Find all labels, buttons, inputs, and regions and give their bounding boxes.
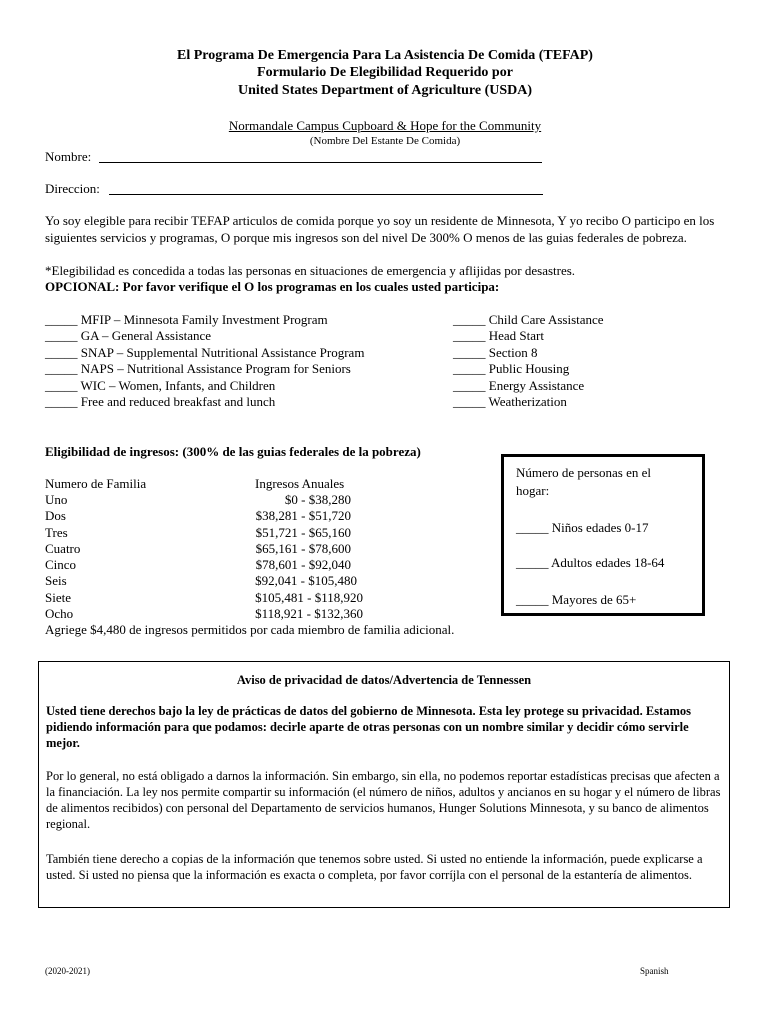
income-family-6: Seis	[45, 573, 67, 588]
program-ga[interactable]: _____ GA – General Assistance	[45, 328, 212, 343]
household-seniors-field[interactable]: _____ Mayores de 65+	[516, 592, 637, 607]
privacy-sharing-paragraph: Por lo general, no está obligado a darnos la información. Sin embargo, sin ella, no podemos reportar estadísticas precisas que afecten a la financiación. La ley nos permite compartir su información (el número de niños, adultos y ancianos en su hogar y el número de libras de alimentos recibidos) con personal del Departamento de servicios humanos, Hunger Solutions Minnesota, y su banco de alimentos regional.	[46, 769, 721, 831]
income-range-7: $105,481 - $118,920	[255, 590, 363, 605]
household-adults-field[interactable]: _____ Adultos edades 18-64	[516, 555, 665, 570]
eligibility-statement: Yo soy elegible para recibir TEFAP articulos de comida porque yo soy un residente de Minnesota, Y yo recibo O participo en los siguientes servicios y programas, O porque mis ingresos son del nivel De 300% O menos de las guias federales de pobreza.	[45, 213, 715, 245]
income-family-3: Tres	[45, 525, 68, 540]
income-family-4: Cuatro	[45, 541, 81, 556]
program-child-care[interactable]: _____ Child Care Assistance	[453, 312, 604, 327]
income-range-6: $92,041 - $105,480	[255, 573, 357, 588]
household-children-field[interactable]: _____ Niños edades 0-17	[516, 520, 649, 535]
income-range-4: $65,161 - $78,600	[255, 541, 351, 556]
program-snap[interactable]: _____ SNAP – Supplemental Nutritional Assistance Program	[45, 345, 365, 360]
form-title-line1: El Programa De Emergencia Para La Asistencia De Comida (TEFAP)	[177, 48, 593, 63]
income-additional-note: Agriege $4,480 de ingresos permitidos por cada miembro de familia adicional.	[45, 622, 455, 637]
privacy-heading: Aviso de privacidad de datos/Advertencia de Tennessen	[236, 673, 532, 687]
program-head-start[interactable]: _____ Head Start	[453, 328, 544, 343]
income-col-income: Ingresos Anuales	[255, 476, 345, 491]
income-family-5: Cinco	[45, 557, 77, 572]
privacy-rights-paragraph: Usted tiene derechos bajo la ley de prácticas de datos del gobierno de Minnesota. Esta ley protege su privacidad. Estamos pidiendo información para que podamos: decirle aparte de otras personas con un nombre similar y decidir cómo servirle mejor.	[46, 704, 692, 750]
program-naps[interactable]: _____ NAPS – Nutritional Assistance Program for Seniors	[45, 361, 351, 376]
income-heading: Eligibilidad de ingresos: (300% de las guias federales de la pobreza)	[45, 444, 421, 459]
nombre-label: Nombre:	[45, 149, 92, 164]
income-range-5: $78,601 - $92,040	[255, 557, 351, 572]
household-box	[501, 454, 705, 616]
emergency-note: *Elegibilidad es concedida a todas las personas en situaciones de emergencia y aflijidas por desastres.	[45, 263, 576, 278]
income-family-7: Siete	[45, 590, 71, 605]
optional-heading: OPCIONAL: Por favor verifique el O los programas en los cuales usted participa:	[45, 279, 500, 294]
form-title-line2: Formulario De Elegibilidad Requerido por	[257, 65, 513, 80]
program-weatherization[interactable]: _____ Weatherization	[453, 394, 567, 409]
pantry-caption: (Nombre Del Estante De Comida)	[309, 135, 461, 147]
form-title-line3: United States Department of Agriculture (USDA)	[237, 83, 533, 98]
direccion-field[interactable]	[109, 194, 543, 195]
income-range-1: $0 - $38,280	[284, 492, 351, 507]
program-energy-assistance[interactable]: _____ Energy Assistance	[453, 378, 585, 393]
program-wic[interactable]: _____ WIC – Women, Infants, and Children	[45, 378, 276, 393]
program-free-lunch[interactable]: _____ Free and reduced breakfast and lunch	[45, 394, 276, 409]
income-col-family: Numero de Familia	[45, 476, 147, 491]
pantry-name: Normandale Campus Cupboard & Hope for the Community	[228, 118, 542, 133]
income-family-8: Ocho	[45, 606, 74, 621]
household-heading-line1: Número de personas en el	[516, 465, 652, 480]
footer-language: Spanish	[640, 966, 669, 976]
privacy-copies-paragraph: También tiene derecho a copias de la información que tenemos sobre usted. Si usted no entiende la información, puede explicarse a usted. Si usted no piensa que la información es exacta o completa, por favor corríjla con el personal de la estantería de alimentos.	[46, 852, 703, 882]
household-heading-line2: hogar:	[516, 483, 550, 498]
nombre-field[interactable]	[99, 162, 542, 163]
income-range-8: $118,921 - $132,360	[255, 606, 363, 621]
income-range-3: $51,721 - $65,160	[255, 525, 351, 540]
income-range-2: $38,281 - $51,720	[255, 508, 351, 523]
program-mfip[interactable]: _____ MFIP – Minnesota Family Investment Program	[45, 312, 328, 327]
privacy-notice-box	[38, 661, 730, 908]
direccion-label: Direccion:	[45, 181, 100, 196]
program-section-8[interactable]: _____ Section 8	[453, 345, 538, 360]
footer-year: (2020-2021)	[45, 966, 90, 976]
income-family-2: Dos	[45, 508, 66, 523]
income-family-1: Uno	[45, 492, 68, 507]
program-public-housing[interactable]: _____ Public Housing	[453, 361, 570, 376]
